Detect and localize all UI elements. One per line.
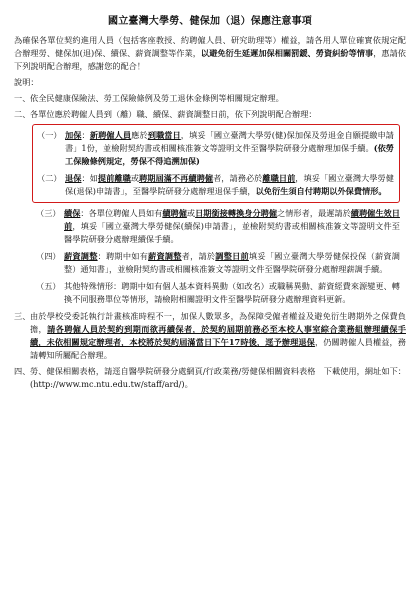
item-renewal xyxy=(36,207,400,246)
item-number: （三） xyxy=(36,208,61,218)
intro-paragraph xyxy=(14,34,406,73)
section-3-text xyxy=(30,310,406,362)
item-text xyxy=(65,172,394,198)
body-text: 者，請於 xyxy=(181,251,216,261)
intro-end-text: ，惠請依下列說明配合辦理，感謝您的配合！ xyxy=(14,48,406,71)
page-title: 國立臺灣大學勞、健保加（退）保應注意事項 xyxy=(108,16,312,27)
item-text xyxy=(64,207,400,246)
body-text: 者，請務必於 xyxy=(213,173,263,183)
item-heading: 續保 xyxy=(64,208,81,218)
section-1-number: 一、 xyxy=(14,93,31,103)
item-number: （一） xyxy=(37,130,62,140)
body-text: 。 xyxy=(184,379,193,389)
body-text: 應於 xyxy=(131,130,148,140)
bold-note: (依勞工保險條例規定，勞保不得追溯加保) xyxy=(65,143,394,166)
emphasis-text: 請各聘僱人員於契約到期而欲再續保者，於契約屆期前務必至本校人事室綜合業務組辦理續保手續，未依相關規定辦理者，本校將於契約屆滿當日下午17時後，逕予辦理退保 xyxy=(30,324,406,347)
separator: ： xyxy=(80,208,89,218)
emphasis-text: 新聘僱人員 xyxy=(89,130,132,140)
body-text: 各單位聘僱人員如有 xyxy=(88,208,163,218)
emphasis-text: 到職當日 xyxy=(147,130,181,140)
separator: ： xyxy=(81,173,90,183)
section-2-number: 二、 xyxy=(14,109,31,119)
item-heading: 退保 xyxy=(65,173,82,183)
item-number: （四） xyxy=(36,251,61,261)
section-2 xyxy=(14,108,406,121)
emphasis-text: 提前離職 xyxy=(97,173,131,183)
items-list xyxy=(36,207,400,306)
item-salary-adjustment xyxy=(36,250,400,276)
emphasis-text: 續聘僱 xyxy=(162,208,187,218)
section-4 xyxy=(14,365,406,391)
forms-url-link[interactable]: (http://www.mc.ntu.edu.tw/staff/ard/) xyxy=(30,379,185,389)
item-text xyxy=(64,250,400,276)
emphasis-text: 續聘僱生效日前 xyxy=(64,208,400,231)
emphasis-text: 日期銜接轉換身分聘僱 xyxy=(195,208,278,218)
body-text: 勞、健保相關表格，請逕自醫學院研發分處網頁/行政業務/勞健保相關資料表格 下載使用，網址如下： xyxy=(30,366,406,376)
item-number: （五） xyxy=(36,281,61,291)
body-text: ，填妥「國立臺灣大學勞(健)保加保及勞退金自願提繳申請書」1份，並檢附契約書或相關核准簽文等證明文件至醫學院研發分處辦理加保手續。 xyxy=(65,130,394,153)
section-4-number: 四、 xyxy=(14,366,31,376)
intro-text: 為確保各單位契約進用人員（包括客座教授、約聘僱人員、研究助理等）權益，請各用人單位確實依規定配合辦理勞、健保加(退)保、續保、薪資調整等作業， xyxy=(14,35,406,58)
section-4-text xyxy=(30,365,406,391)
body-text: 或 xyxy=(186,208,196,218)
item-heading: 薪資調整 xyxy=(64,251,98,261)
separator: ： xyxy=(97,251,107,261)
body-text: 或 xyxy=(130,173,140,183)
emphasis-text: 離職日前 xyxy=(262,173,296,183)
separator: ： xyxy=(81,130,90,140)
section-3-number: 三、 xyxy=(14,311,31,321)
bold-note: 以免衍生須自付聘期以外保費情形。 xyxy=(255,186,387,196)
body-text: 由於學校受委託執行計畫核准時程不一，加保人數眾多，為保障受僱者權益及避免衍生聘期外之保費負擔， xyxy=(30,311,406,334)
item-text xyxy=(65,129,394,168)
emphasis-text: 薪資調整 xyxy=(148,251,182,261)
emphasis-text: 聘期屆滿不再續聘僱 xyxy=(139,173,214,183)
body-text: ，填妥「國立臺灣大學勞健保(退保)申請書」，至醫學院研發分處辦理退保手續， xyxy=(65,173,394,196)
section-1 xyxy=(14,92,406,105)
section-2-text: 各單位應於聘僱人員到（離）職、續保、薪資調整日前，依下列說明配合辦理： xyxy=(30,109,317,119)
notes-label: 說明： xyxy=(14,77,39,87)
body-text: ，填妥「國立臺灣大學勞健保(續保)申請書」，並檢附契約書或相關核准簽文等證明文件至醫學院研發分處辦理續保手續。 xyxy=(64,221,400,244)
section-1-text: 依全民健康保險法、勞工保險條例及勞工退休金條例等相關規定辦理。 xyxy=(30,93,284,103)
highlight-box xyxy=(32,124,400,203)
intro-bold-text: 以避免衍生延遲加保相關罰鍰、勞資糾紛等情事 xyxy=(200,48,374,58)
body-text: 填妥「國立臺灣大學勞健保投保（薪資調整）通知書」，並檢附契約書或相關核准簽文等證明文件至醫學院研發分處辦理薪調手續。 xyxy=(64,251,400,274)
item-withdrawal xyxy=(37,172,394,198)
item-text: 其他特殊情形：聘期中如有個人基本資料異動（如改名）或職稱異動、薪資經費來源變更、轉換不同服務單位等情形，請檢附相關證明文件至醫學院研發分處辦理資料更新。 xyxy=(64,281,400,304)
body-text: ，仍關聘僱人員權益，務請轉知所屬配合辦理。 xyxy=(30,337,406,360)
item-special-cases xyxy=(36,280,400,306)
body-text: 如 xyxy=(89,173,98,183)
item-number: （二） xyxy=(37,173,62,183)
emphasis-text: 調整日前 xyxy=(215,251,249,261)
item-enrollment xyxy=(37,129,394,168)
section-3 xyxy=(14,310,406,362)
item-heading: 加保 xyxy=(65,130,82,140)
body-text: 聘期中如有 xyxy=(106,251,149,261)
body-text: 之情形者，最遲請於 xyxy=(277,208,351,218)
